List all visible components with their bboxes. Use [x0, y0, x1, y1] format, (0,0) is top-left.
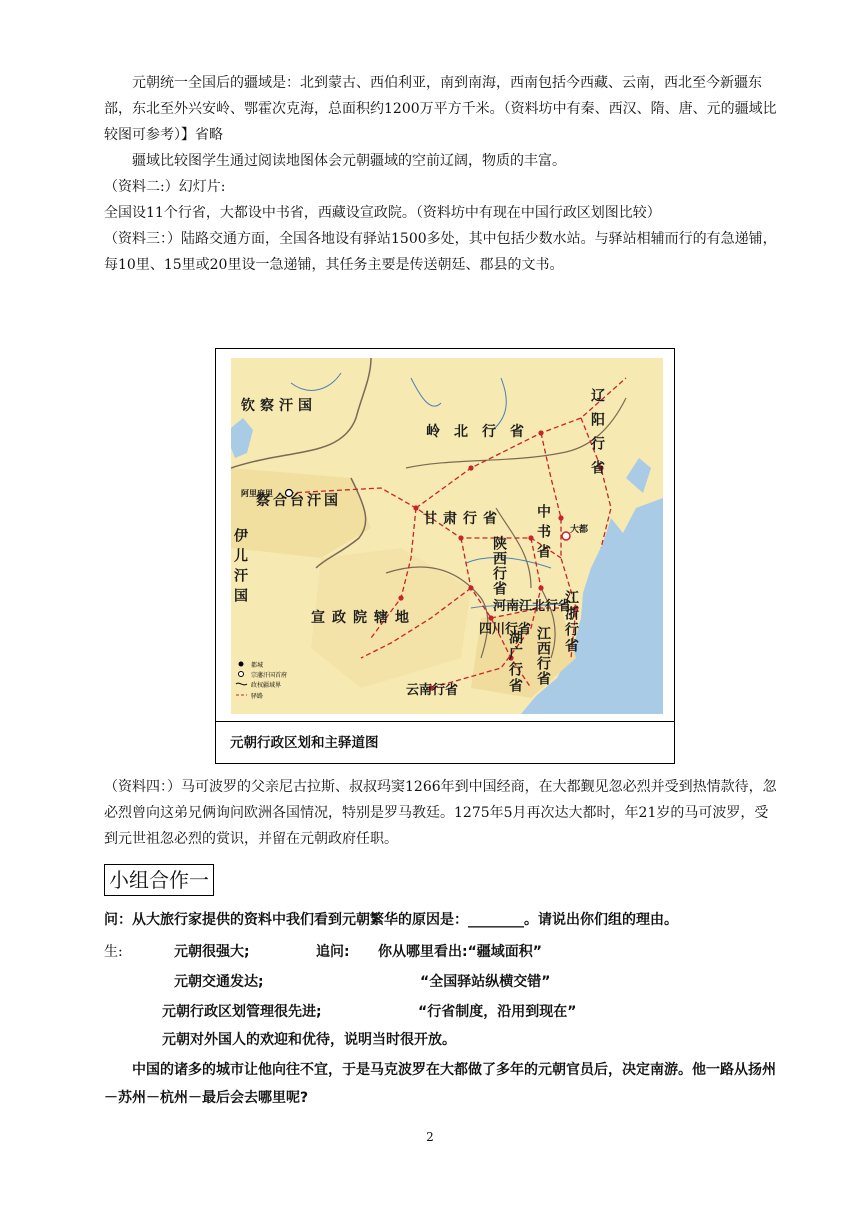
student-label: 生: — [104, 944, 123, 960]
map-label-zhongshu: 中书省 — [535, 504, 551, 564]
paragraph-map-reading: 疆域比较图学生通过阅读地图体会元朝疆域的空前辽阔，物质的丰富。 — [132, 153, 566, 169]
resource2-text: 全国设11个行省，大都设中书省，西藏设宣政院。（资料坊中有现在中国行政区划图比较） — [104, 205, 661, 221]
map-label-liaoyang: 辽阳行省 — [589, 388, 605, 484]
map-caption: 元朝行政区划和主驿道图 — [216, 721, 674, 763]
yuan-map — [231, 358, 663, 714]
paragraph-territory: 元朝统一全国后的疆域是：北到蒙古、西伯利亚，南到南海，西南包括今西藏、云南，西北至今新疆东部，东北至外兴安岭、鄂霍次克海，总面积约1200万平方千米。（资料坊中有秦、西汉、隋、唐、元的疆域比较图可参考）】省略 — [104, 75, 777, 143]
answer-1: 元朝很强大; — [174, 944, 250, 960]
map-label-chagatai: 察合台汗国 — [256, 493, 341, 509]
legend-capital: 都城 — [251, 662, 264, 669]
legend-khanate-capital: 宗藩汗国首府 — [251, 672, 288, 679]
map-label-huguang: 湖广行省 — [507, 630, 523, 694]
map-label-xuanzheng: 宣政院辖地 — [311, 610, 416, 626]
map-label-jiangxi: 江西行省 — [535, 626, 551, 686]
answer-3: 元朝行政区划管理很先进; — [162, 1004, 322, 1020]
map-label-almalik: 阿里麻里 — [241, 489, 273, 498]
map-label-yunnan: 云南行省 — [406, 683, 459, 698]
map-label-shaanxi: 陕西行省 — [491, 536, 507, 596]
map-label-gansu: 甘肃行省 — [423, 511, 503, 527]
map-label-ilkhan: 伊儿汗国 — [232, 528, 248, 608]
followup-3: “行省制度，沿用到现在” — [418, 1004, 577, 1020]
resource4-text: （资料四：）马可波罗的父亲尼古拉斯、叔叔玛窦1266年到中国经商，在大都觐见忽必烈并受到热情款待，忽必烈曾向这弟兄俩询问欧洲各国情况，特别是罗马教廷。1275年5月再次达大都时，年21岁的马可波罗，受到元世祖忽必烈的赏识，并留在元朝政府任职。 — [104, 779, 777, 847]
resource3-text: （资料三：）陆路交通方面，全国各地设有驿站1500多处，其中包括少数水站。与驿站相辅而行的有急递铺，每10里、15里或20里设一急递铺，其任务主要是传送朝廷、郡县的文书。 — [104, 231, 777, 273]
map-label-lingbei: 岭北行省 — [426, 424, 538, 440]
page-number: 2 — [426, 1130, 434, 1144]
closing-paragraph: 中国的诸多的城市让他向往不宜，于是马克波罗在大都做了多年的元朝官员后，决定南游。他一路从扬州－苏州－杭州－最后会去哪里呢? — [104, 1062, 776, 1106]
answer-2: 元朝交通发达; — [174, 974, 264, 990]
followup-2: “全国驿站纵横交错” — [420, 974, 551, 990]
group-work-title: 小组合作一 — [104, 864, 214, 896]
followup-label: 追问: — [316, 944, 350, 960]
followup-1: 你从哪里看出:“疆域面积” — [378, 944, 543, 960]
resource2-title: （资料二:）幻灯片: — [104, 179, 226, 195]
question-line: 问：从大旅行家提供的资料中我们看到元朝繁华的原因是：________。请说出你们组的理由。 — [104, 912, 678, 928]
map-label-henan: 河南江北行省 — [493, 599, 572, 614]
legend-relay-route: 驿路 — [251, 693, 264, 700]
legend-boundary: 政权疆域界 — [251, 682, 282, 689]
map-figure — [215, 348, 675, 764]
map-label-jiangzhe: 江浙行省 — [563, 590, 579, 654]
map-label-dadu: 大都 — [570, 525, 589, 535]
answer-4: 元朝对外国人的欢迎和优待，说明当时很开放。 — [162, 1032, 456, 1048]
map-label-sichuan: 四川行省 — [479, 622, 532, 637]
map-label-qincha: 钦察汗国 — [241, 398, 317, 414]
